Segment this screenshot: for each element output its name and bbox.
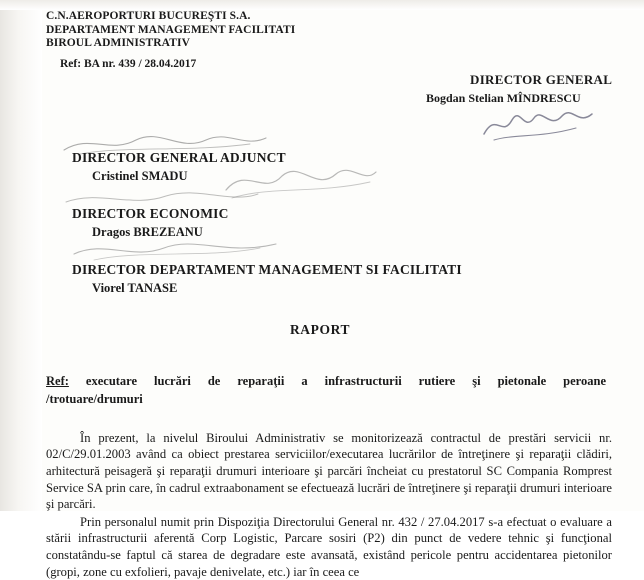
signatory-deputy-general-director [46,150,624,184]
scan-edge-shadow-top [0,0,644,10]
document-body [46,430,612,580]
document-title: RAPORT [289,321,351,337]
signatory-facilities-director [46,262,624,296]
subject-line [46,372,606,408]
signatories-block [46,150,624,296]
subject-label: Ref: [46,373,69,388]
signatory-role: DIRECTOR GENERAL ADJUNCT [72,149,286,165]
signatory-role: DIRECTOR DEPARTAMENT MANAGEMENT SI FACILITATI [72,261,462,277]
paragraph: Prin personalul numit prin Dispoziţia Directorului General nr. 432 / 27.04.2017 s-a efectuat o evaluare a stării infrastructurii aferentă Corp Logistic, Parcare sosiri (P2) din punct de vedere tehnic şi funcţional constatându-se faptul că starea de degradare este avansată, existând pericole pentru accidentarea pietonilor (gropi, zone cu exfolieri, pavaje denivelate, etc.) iar în ceea ce [46,514,612,579]
document-content [46,10,624,580]
signatory-name: Viorel TANASE [92,280,178,295]
letterhead-line-department: DEPARTAMENT MANAGEMENT FACILITATI [46,23,296,36]
signatory-role: DIRECTOR ECONOMIC [72,205,229,221]
subject-text-line2: /trotuare/drumuri [46,391,143,406]
paragraph: În prezent, la nivelul Biroului Administrativ se monitorizează contractul de prestări servicii nr. 02/C/29.01.2003 având ca obiect prestarea serviciilor/executarea lucrărilor de întreţinere şi reparaţii clădiri, arhitectură peisageră şi reparaţii drumuri interioare şi parcări încheiat cu prestatorul SC Compania Romprest Service SA prin care, în cadrul extraabonament se efectuează lucrări de întreţinere şi reparaţii drumuri interioare şi parcări. [46,430,612,512]
scan-edge-shadow-left [0,0,42,511]
subject-text-line1: executare lucrări de reparaţii a infrastructurii rutiere şi pietonale peroane [85,373,607,388]
approver-role: DIRECTOR GENERAL [470,72,613,87]
letterhead [46,10,624,51]
letterhead-line-company: C.N.AEROPORTURI BUCUREŞTI S.A. [46,10,251,22]
letterhead-line-office: BIROUL ADMINISTRATIV [46,37,190,50]
signatory-name: Dragos BREZEANU [92,224,203,239]
approver-block [426,72,612,106]
signatory-economic-director [46,206,624,240]
signatory-name: Cristinel SMADU [92,168,188,183]
reference-number: Ref: BA nr. 439 / 28.04.2017 [60,57,197,70]
approver-name: Bogdan Stelian MÎNDRESCU [426,91,581,105]
